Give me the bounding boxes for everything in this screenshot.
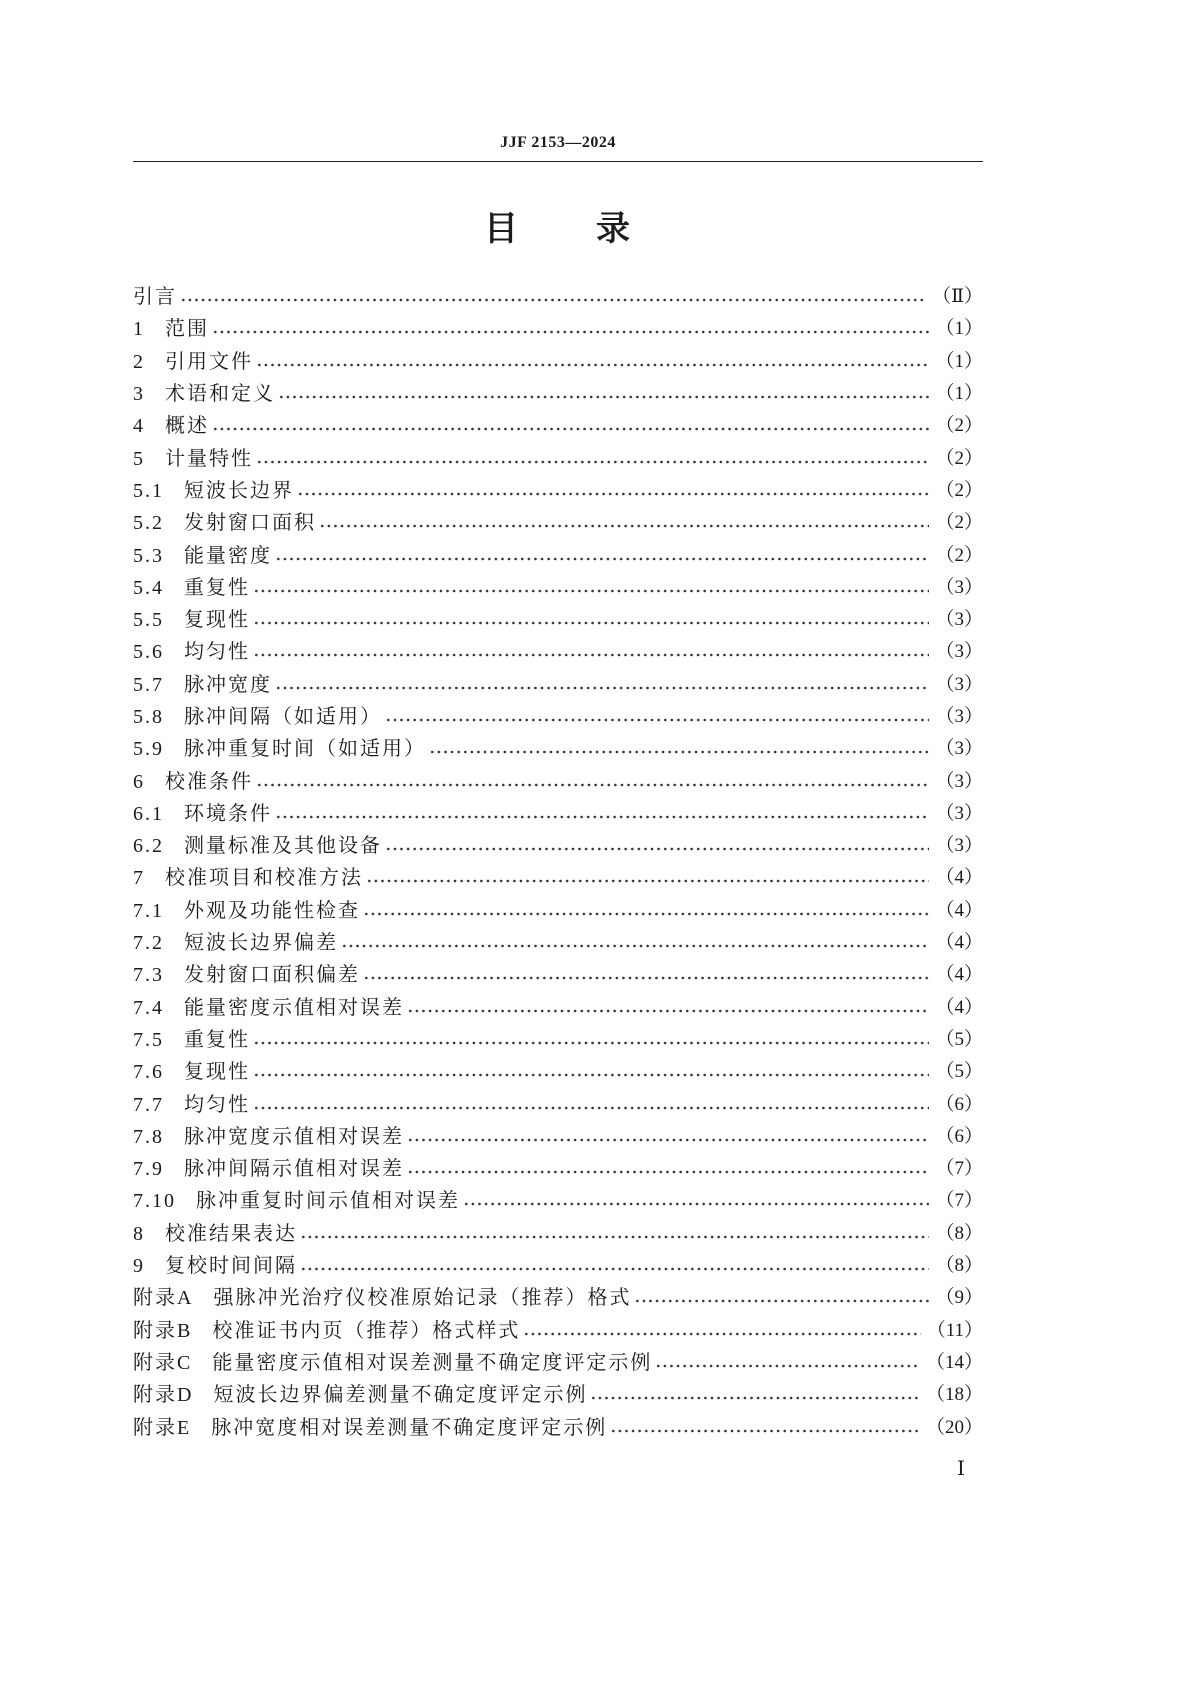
toc-entry (133, 927, 983, 959)
toc-entry-number: 5.4 (133, 576, 164, 599)
dot-leader (523, 1321, 920, 1341)
toc-entry-number: 7.3 (133, 964, 164, 987)
toc-entry-number: 5.5 (133, 609, 164, 632)
toc-entry-number: 7.10 (133, 1190, 176, 1213)
toc-entry (133, 1315, 983, 1347)
toc-entry-page: （1） (935, 318, 983, 340)
dot-leader (655, 1353, 920, 1373)
toc-entry (133, 669, 983, 701)
toc-entry-page: （3） (935, 576, 983, 598)
toc-entry-number: 6 (133, 770, 145, 793)
toc-entry (133, 992, 983, 1024)
toc-entry (133, 1088, 983, 1120)
toc-entry-title: 概述 (165, 415, 209, 438)
toc-entry-title: 能量密度示值相对误差测量不确定度评定示例 (212, 1351, 653, 1374)
toc-entry (133, 1411, 983, 1443)
dot-leader (385, 836, 929, 856)
toc-entry-page: （3） (935, 770, 983, 792)
toc-entry-number: 附录B (133, 1319, 193, 1342)
dot-leader (319, 513, 929, 533)
toc-entry-title: 短波长边界偏差 (184, 932, 338, 955)
toc-entry-page: （2） (935, 479, 983, 501)
toc-entry-number: 5.1 (133, 479, 164, 502)
toc-entry (133, 281, 983, 313)
toc-entry (133, 636, 983, 668)
toc-entry-title: 脉冲重复时间示值相对误差 (196, 1190, 460, 1213)
toc-entry-number: 6.2 (133, 835, 164, 858)
toc-entry-number: 7.6 (133, 1061, 164, 1084)
toc-entry-title: 校准结果表达 (165, 1222, 297, 1245)
toc-entry-title: 外观及功能性检查 (184, 899, 360, 922)
toc-entry-page: （3） (935, 802, 983, 824)
toc-entry-number: 7.8 (133, 1125, 164, 1148)
toc-entry-title: 范围 (165, 318, 209, 341)
toc-entry-number: 3 (133, 383, 145, 406)
document-code-header: JJF 2153—2024 (500, 134, 616, 151)
toc-entry (133, 378, 983, 410)
dot-leader (341, 933, 929, 953)
dot-leader (366, 868, 929, 888)
toc-entry (133, 798, 983, 830)
toc-entry-title: 重复性 (184, 1028, 250, 1051)
toc-entry-number: 5 (133, 447, 145, 470)
toc-entry-number: 6.1 (133, 802, 164, 825)
toc-entry-page: （4） (935, 996, 983, 1018)
toc-entry-number: 附录A (133, 1287, 194, 1310)
toc-entry (133, 1347, 983, 1379)
toc-entry-number: 7 (133, 867, 145, 890)
toc-entry-number: 5.2 (133, 512, 164, 535)
dot-leader (278, 384, 929, 404)
toc-entry-title: 脉冲间隔示值相对误差 (184, 1158, 404, 1181)
dot-leader (253, 1062, 929, 1082)
toc-entry (133, 475, 983, 507)
toc-entry-title: 均匀性 (184, 641, 250, 664)
toc-entry (133, 830, 983, 862)
dot-leader (256, 352, 929, 372)
toc-entry-number: 7.1 (133, 899, 164, 922)
toc-entry-number: 8 (133, 1222, 145, 1245)
toc-entry (133, 701, 983, 733)
dot-leader (212, 416, 929, 436)
toc-entry-title: 短波长边界偏差测量不确定度评定示例 (213, 1384, 588, 1407)
toc-entry-page: （3） (935, 609, 983, 631)
toc-entry-page: （3） (935, 706, 983, 727)
toc-entry (133, 442, 983, 474)
dot-leader (253, 642, 929, 662)
dot-leader (253, 578, 929, 598)
toc-entry-number: 4 (133, 415, 145, 438)
dot-leader (256, 772, 929, 792)
toc-entry (133, 895, 983, 927)
dot-leader (610, 1418, 920, 1438)
toc-entry-title: 短波长边界 (184, 479, 294, 502)
toc-entry-title: 环境条件 (184, 802, 272, 825)
toc-entry (133, 572, 983, 604)
page-title: 目录 (484, 210, 708, 248)
dot-leader (253, 1030, 929, 1050)
toc-entry-page: （3） (935, 738, 983, 760)
toc-entry-title: 能量密度示值相对误差 (184, 996, 404, 1019)
toc-entry (133, 862, 983, 894)
dot-leader (256, 449, 929, 469)
dot-leader (180, 287, 926, 307)
toc-entry-title: 校准项目和校准方法 (165, 867, 363, 890)
toc-entry (133, 313, 983, 345)
toc-entry-number: 7.4 (133, 996, 164, 1019)
dot-leader (385, 707, 929, 727)
toc-entry (133, 1024, 983, 1056)
toc-entry (133, 507, 983, 539)
toc-entry (133, 1250, 983, 1282)
toc-entry-title: 复现性 (184, 1061, 250, 1084)
toc-entry-page: （6） (935, 1125, 983, 1147)
toc-entry (133, 1056, 983, 1088)
toc-entry-page: （8） (935, 1222, 983, 1244)
toc-entry-page: （3） (935, 673, 983, 695)
dot-leader (275, 675, 929, 695)
page-number: Ⅰ (957, 1458, 965, 1480)
toc-entry-page: （1） (935, 350, 983, 372)
dot-leader (253, 610, 929, 630)
toc-entry-page: （8） (935, 1255, 983, 1277)
dot-leader (590, 1385, 920, 1405)
toc-entry-page: （2） (935, 512, 983, 534)
dot-leader (363, 965, 929, 985)
toc-entry-number: 7.5 (133, 1028, 164, 1051)
toc-entry-number: 5.7 (133, 673, 164, 696)
toc-entry (133, 1282, 983, 1314)
toc-entry-number: 附录C (133, 1351, 193, 1374)
toc-entry-page: （1） (935, 383, 983, 405)
dot-leader (429, 739, 929, 759)
dot-leader (253, 1095, 929, 1115)
toc-entry-number: 5.6 (133, 641, 164, 664)
toc-entry-title: 脉冲间隔（如适用） (184, 706, 382, 728)
toc-entry-number: 9 (133, 1255, 145, 1278)
toc-entry-title: 脉冲宽度示值相对误差 (184, 1125, 404, 1148)
toc-entry-title: 均匀性 (184, 1093, 250, 1116)
toc-entry-number: 附录E (133, 1416, 192, 1439)
toc-entry (133, 1153, 983, 1185)
toc-entry-number: 7.7 (133, 1093, 164, 1116)
dot-leader (407, 998, 929, 1018)
toc-entry-title: 发射窗口面积偏差 (184, 964, 360, 987)
toc-entry-page: （5） (935, 1061, 983, 1083)
toc-entry-title: 复校时间间隔 (165, 1255, 297, 1278)
toc-entry-title: 发射窗口面积 (184, 512, 316, 535)
dot-leader (363, 901, 929, 921)
toc-entry-number: 5.3 (133, 544, 164, 567)
toc-entry-page: （11） (926, 1319, 983, 1341)
dot-leader (300, 1256, 929, 1276)
toc-entry (133, 346, 983, 378)
toc-entry-page: （5） (935, 1028, 983, 1050)
toc-entry-page: （9） (935, 1287, 983, 1309)
dot-leader (212, 319, 929, 339)
toc-entry-page: （4） (935, 899, 983, 921)
toc-entry-title: 校准证书内页（推荐）格式样式 (212, 1319, 521, 1342)
toc-entry-number: 7.9 (133, 1158, 164, 1181)
toc-entry (133, 733, 983, 765)
toc-entry-page: （14） (925, 1351, 983, 1373)
toc-entry-title: 脉冲重复时间（如适用） (184, 738, 426, 761)
toc-entry-title: 引用文件 (165, 350, 253, 373)
toc-entry-page: （Ⅱ） (932, 286, 983, 308)
toc-entry (133, 1185, 983, 1217)
toc-entry-page: （3） (935, 835, 983, 857)
toc-entry-title: 引言 (133, 286, 177, 309)
toc-entry (133, 959, 983, 991)
toc-entry-page: （2） (935, 447, 983, 469)
toc-entry-page: （18） (925, 1384, 983, 1406)
dot-leader (300, 1224, 929, 1244)
toc-entry-title: 复现性 (184, 609, 250, 632)
toc-entry-title: 重复性 (184, 576, 250, 599)
toc-entry-page: （4） (935, 932, 983, 954)
dot-leader (634, 1288, 929, 1308)
toc-entry-page: （2） (935, 415, 983, 437)
toc-entry-number: 2 (133, 350, 145, 373)
toc-entry-number: 5.8 (133, 706, 164, 728)
dot-leader (275, 546, 929, 566)
dot-leader (463, 1191, 929, 1211)
toc-entry-number: 1 (133, 318, 145, 341)
toc-entry-title: 能量密度 (184, 544, 272, 567)
toc-entry-page: （2） (935, 544, 983, 566)
dot-leader (275, 804, 929, 824)
toc-entry-page: （4） (935, 964, 983, 986)
dot-leader (297, 481, 929, 501)
toc-entry-number: 5.9 (133, 738, 164, 761)
dot-leader (407, 1159, 929, 1179)
toc-entry-title: 强脉冲光治疗仪校准原始记录（推荐）格式 (213, 1287, 632, 1310)
toc-entry-title: 测量标准及其他设备 (184, 835, 382, 858)
toc-entry-page: （6） (935, 1093, 983, 1115)
toc-entry-title: 计量特性 (165, 447, 253, 470)
toc-entry-title: 校准条件 (165, 770, 253, 793)
dot-leader (407, 1127, 929, 1147)
toc-entry (133, 1218, 983, 1250)
toc-entry (133, 765, 983, 797)
toc-entry (133, 539, 983, 571)
toc-entry-page: （20） (925, 1416, 983, 1438)
toc-list (133, 281, 983, 1444)
toc-entry-title: 术语和定义 (165, 383, 275, 406)
toc-entry-number: 附录D (133, 1384, 194, 1407)
toc-entry-title: 脉冲宽度相对误差测量不确定度评定示例 (211, 1416, 608, 1439)
toc-entry (133, 604, 983, 636)
toc-entry (133, 410, 983, 442)
toc-entry-page: （4） (935, 867, 983, 889)
toc-entry (133, 1121, 983, 1153)
toc-entry-page: （7） (935, 1190, 983, 1212)
toc-entry-number: 7.2 (133, 932, 164, 955)
header-rule (133, 161, 983, 162)
toc-entry-page: （7） (935, 1158, 983, 1180)
toc-entry-title: 脉冲宽度 (184, 673, 272, 696)
toc-entry-page: （3） (935, 641, 983, 663)
toc-entry (133, 1379, 983, 1411)
